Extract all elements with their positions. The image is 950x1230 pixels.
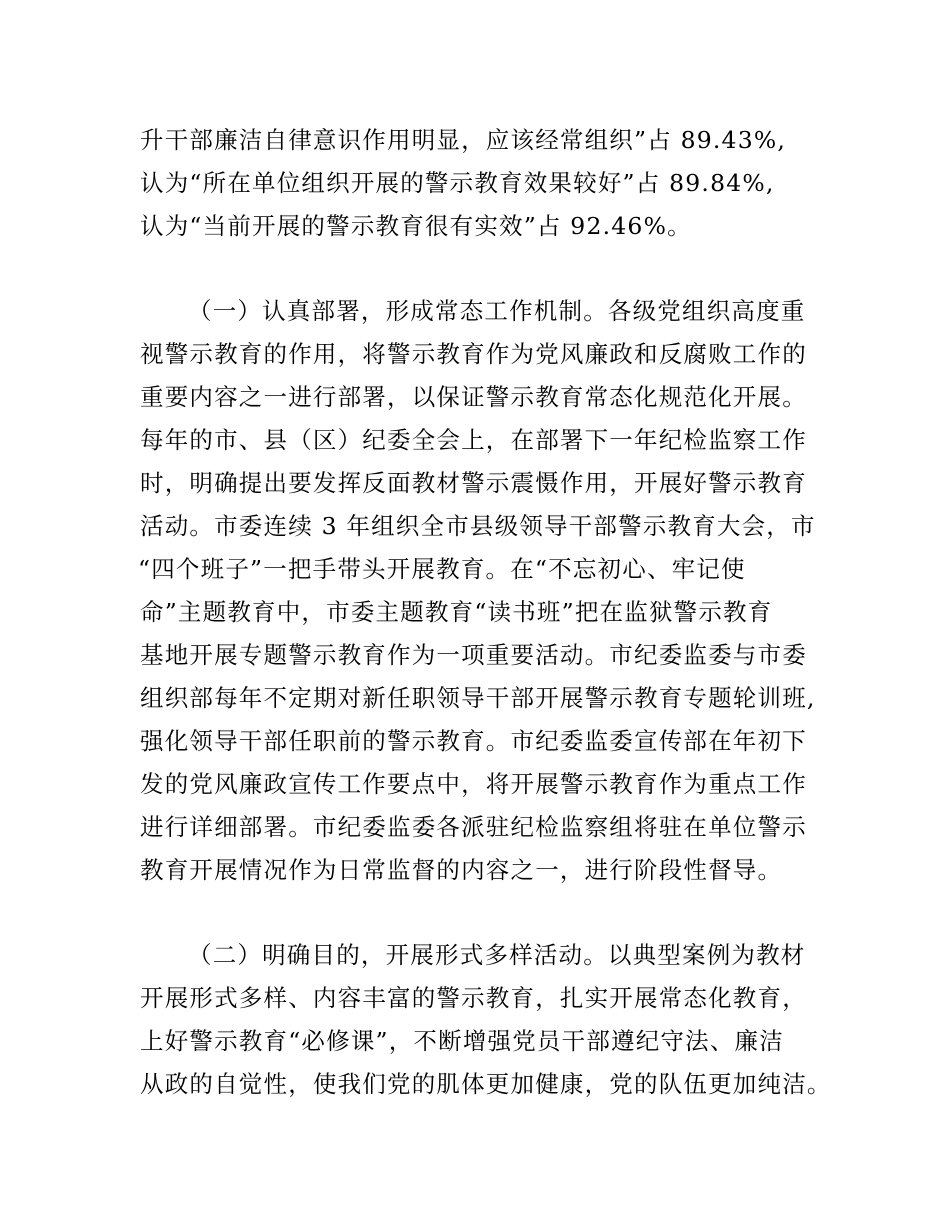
section2-line: 从政的自觉性，使我们党的肌体更加健康，党的队伍更加纯洁。 [140,1070,832,1098]
section1-line: 视警示教育的作用，将警示教育作为党风廉政和反腐败工作的 [140,340,807,368]
section1-line: 命”主题教育中，市委主题教育“读书班”把在监狱警示教育 [140,598,773,626]
section1-line: 基地开展专题警示教育作为一项重要活动。市纪委监委与市委 [140,641,807,669]
section1-line: 强化领导干部任职前的警示教育。市纪委监委宣传部在年初下 [140,727,807,755]
intro-line: 认为“当前开展的警示教育很有实效”占 92.46%。 [140,212,692,240]
section1-line: 活动。市委连续 3 年组织全市县级领导干部警示教育大会，市 [140,512,816,540]
section1-line: 重要内容之一进行部署，以保证警示教育常态化规范化开展。 [140,383,807,411]
section2-line: 上好警示教育“必修课”，不断增强党员干部遵纪守法、廉洁 [140,1027,784,1055]
section1-line: 发的党风廉政宣传工作要点中，将开展警示教育作为重点工作 [140,770,807,798]
intro-line: 升干部廉洁自律意识作用明显，应该经常组织”占 89.43%, [140,126,787,154]
section2-line: 开展形式多样、内容丰富的警示教育，扎实开展常态化教育， [140,984,807,1012]
section1-heading-line: （一）认真部署，形成常态工作机制。各级党组织高度重 [188,297,806,325]
section1-line: 时，明确提出要发挥反面教材警示震慑作用，开展好警示教育 [140,469,807,497]
section1-line: “四个班子”一把手带头开展教育。在“不忘初心、牢记使 [138,555,746,583]
intro-line: 认为“所在单位组织开展的警示教育效果较好”占 89.84%, [140,169,775,197]
section1-line: 每年的市、县（区）纪委全会上，在部署下一年纪检监察工作 [140,426,807,454]
section1-line: 进行详细部署。市纪委监委各派驻纪检监察组将驻在单位警示 [140,813,807,841]
section1-line: 教育开展情况作为日常监督的内容之一，进行阶段性督导。 [140,856,783,884]
section2-heading-line: （二）明确目的，开展形式多样活动。以典型案例为教材 [188,941,806,969]
section1-line: 组织部每年不定期对新任职领导干部开展警示教育专题轮训班, [140,684,816,712]
